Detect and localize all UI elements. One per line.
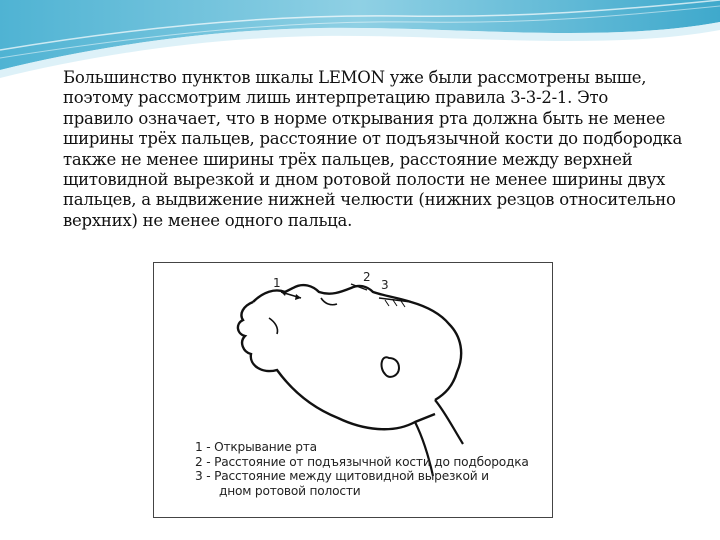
marker-1: 1 <box>273 276 281 290</box>
legend-item-1: 1 - Открывание рта <box>195 440 317 454</box>
body-paragraph: Большинство пунктов шкалы LEMON уже были рассмотрены выше, поэтому рассмотрим лишь интерпретацию правила 3-3-2-1. Это правило означает, что в норме открывания рта должна быть не менее ширины трёх пальцев, расстояние от подъязычной кости до подбородка также не менее ширины трёх пальцев, расстояние между верхней щитовидной вырезкой и дном ротовой полости не менее ширины двух пальцев, а выдвижение нижней челюсти (нижних резцов относительно верхних) не менее одного пальца. <box>63 68 683 230</box>
legend-item-2: 2 - Расстояние от подъязычной кости до подбородка <box>195 454 529 469</box>
marker-3: 3 <box>381 278 389 292</box>
figure-legend <box>195 440 529 498</box>
marker-2: 2 <box>363 270 371 284</box>
legend-item-3: 3 - Расстояние между щитовидной вырезкой и <box>195 469 489 484</box>
lemon-head-figure <box>153 262 553 518</box>
legend-item-3-cont: дном ротовой полости <box>219 483 361 498</box>
